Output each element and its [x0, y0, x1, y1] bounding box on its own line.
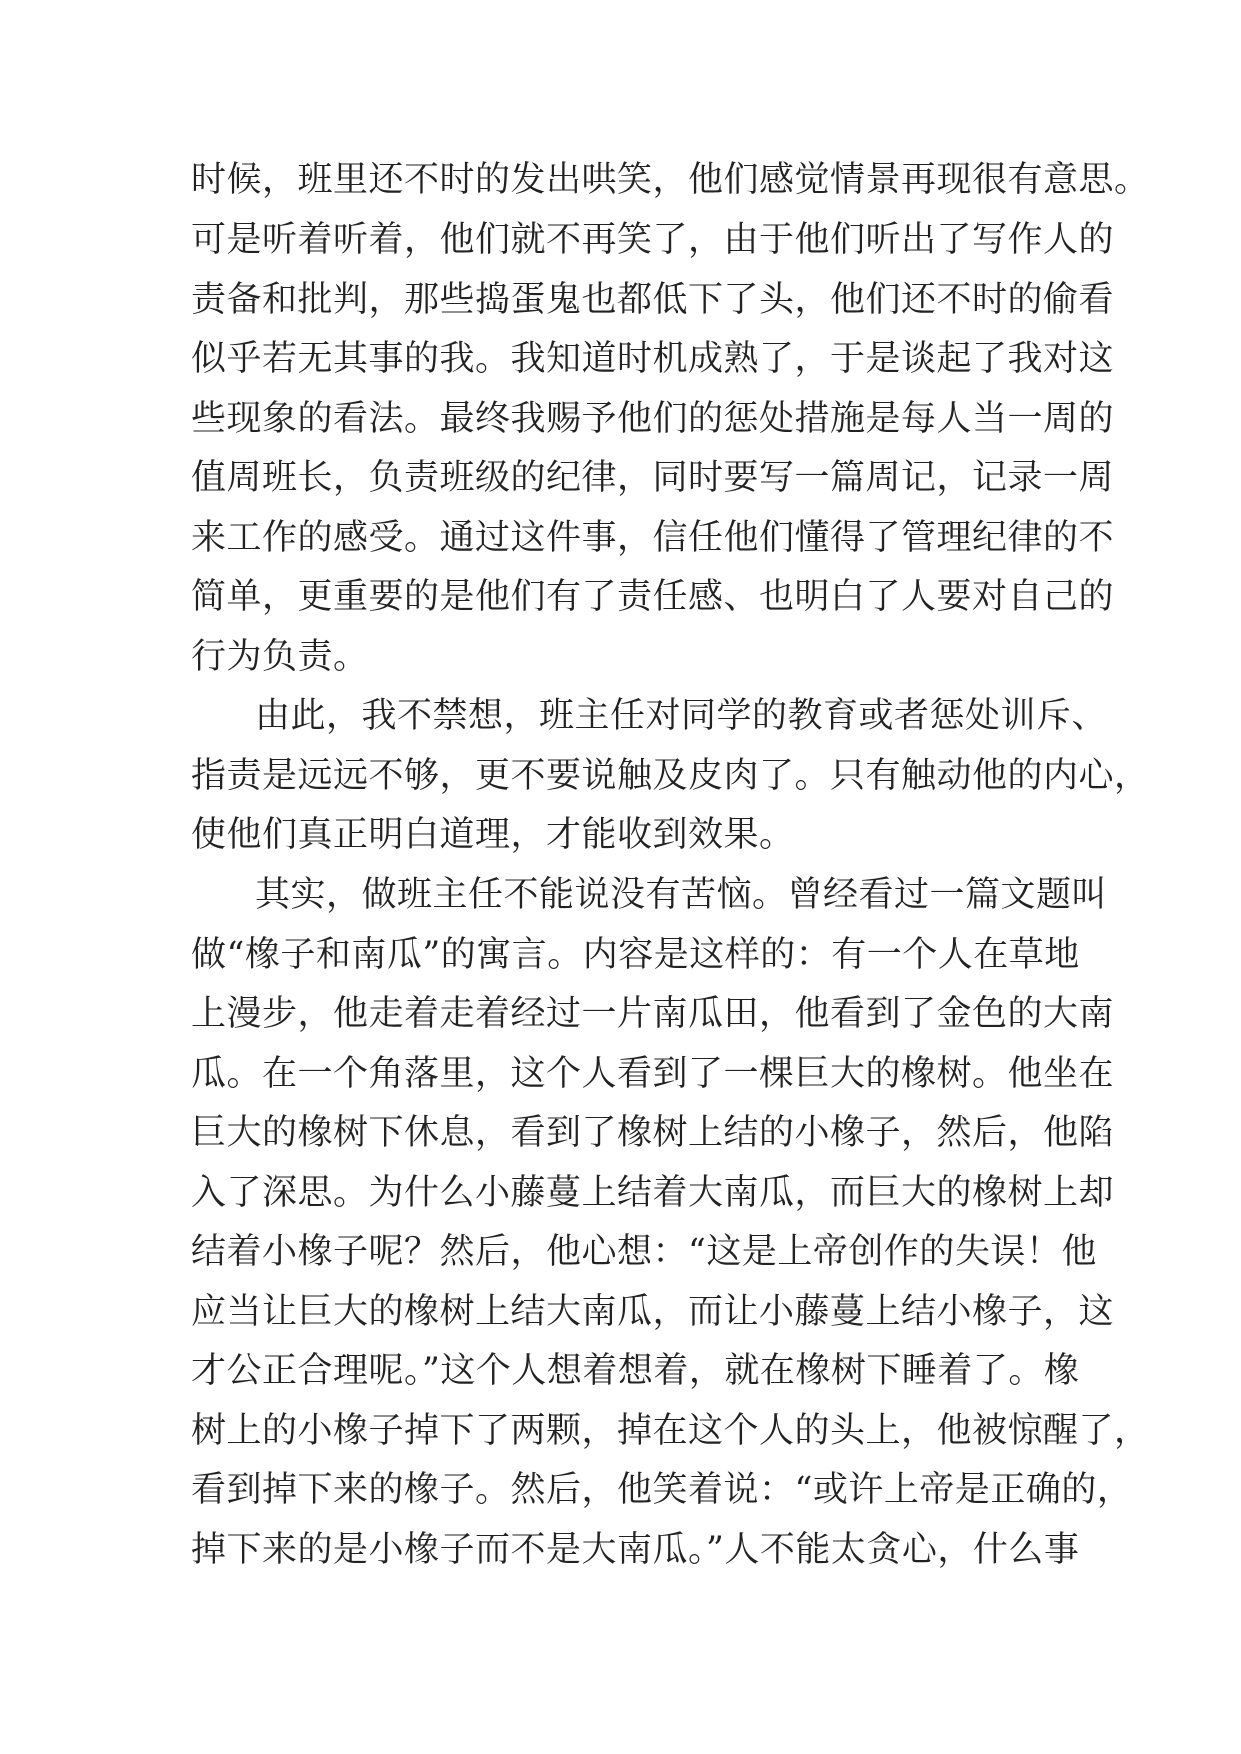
paragraph-first-line: 由此，我不禁想，班主任对同学的教育或者惩处训斥、: [255, 696, 1108, 736]
text-line: 指责是远远不够，更不要说触及皮肉了。只有触动他的内心，: [191, 756, 1150, 796]
text-line: 简单，更重要的是他们有了责任感、也明白了人要对自己的: [191, 577, 1115, 617]
text-line: 才公正合理呢。”这个人想着想着，就在橡树下睡着了。橡: [191, 1351, 1080, 1391]
text-line: 些现象的看法。最终我赐予他们的惩处措施是每人当一周的: [191, 399, 1115, 439]
text-line: 行为负责。: [191, 637, 369, 677]
text-line: 上漫步，他走着走着经过一片南瓜田，他看到了金色的大南: [191, 994, 1115, 1034]
text-line: 看到掉下来的橡子。然后，他笑着说：“或许上帝是正确的，: [191, 1470, 1133, 1510]
text-line: 时候，班里还不时的发出哄笑，他们感觉情景再现很有意思。: [191, 160, 1150, 200]
text-line: 掉下来的是小橡子而不是大南瓜。”人不能太贪心，什么事: [191, 1530, 1080, 1570]
text-line: 巨大的橡树下休息，看到了橡树上结的小橡子，然后，他陷: [191, 1113, 1115, 1153]
text-line: 入了深思。为什么小藤蔓上结着大南瓜，而巨大的橡树上却: [191, 1173, 1115, 1213]
text-line: 树上的小橡子掉下了两颗，掉在这个人的头上，他被惊醒了，: [191, 1411, 1150, 1451]
text-line: 来工作的感受。通过这件事，信任他们懂得了管理纪律的不: [191, 518, 1115, 558]
text-line: 使他们真正明白道理，才能收到效果。: [191, 815, 795, 855]
text-line: 应当让巨大的橡树上结大南瓜，而让小藤蔓上结小橡子，这: [191, 1292, 1115, 1332]
text-line: 值周班长，负责班级的纪律，同时要写一篇周记，记录一周: [191, 458, 1115, 498]
text-line: 瓜。在一个角落里，这个人看到了一棵巨大的橡树。他坐在: [191, 1054, 1115, 1094]
text-line: 可是听着听着，他们就不再笑了，由于他们听出了写作人的: [191, 220, 1115, 260]
text-line: 结着小橡子呢？然后，他心想：“这是上帝创作的失误！他: [191, 1232, 1097, 1272]
text-line: 做“橡子和南瓜”的寓言。内容是这样的：有一个人在草地: [191, 935, 1080, 975]
paragraph-first-line: 其实，做班主任不能说没有苦恼。曾经看过一篇文题叫: [255, 875, 1108, 915]
text-line: 似乎若无其事的我。我知道时机成熟了，于是谈起了我对这: [191, 339, 1115, 379]
text-line: 责备和批判，那些捣蛋鬼也都低下了头，他们还不时的偷看: [191, 280, 1115, 320]
